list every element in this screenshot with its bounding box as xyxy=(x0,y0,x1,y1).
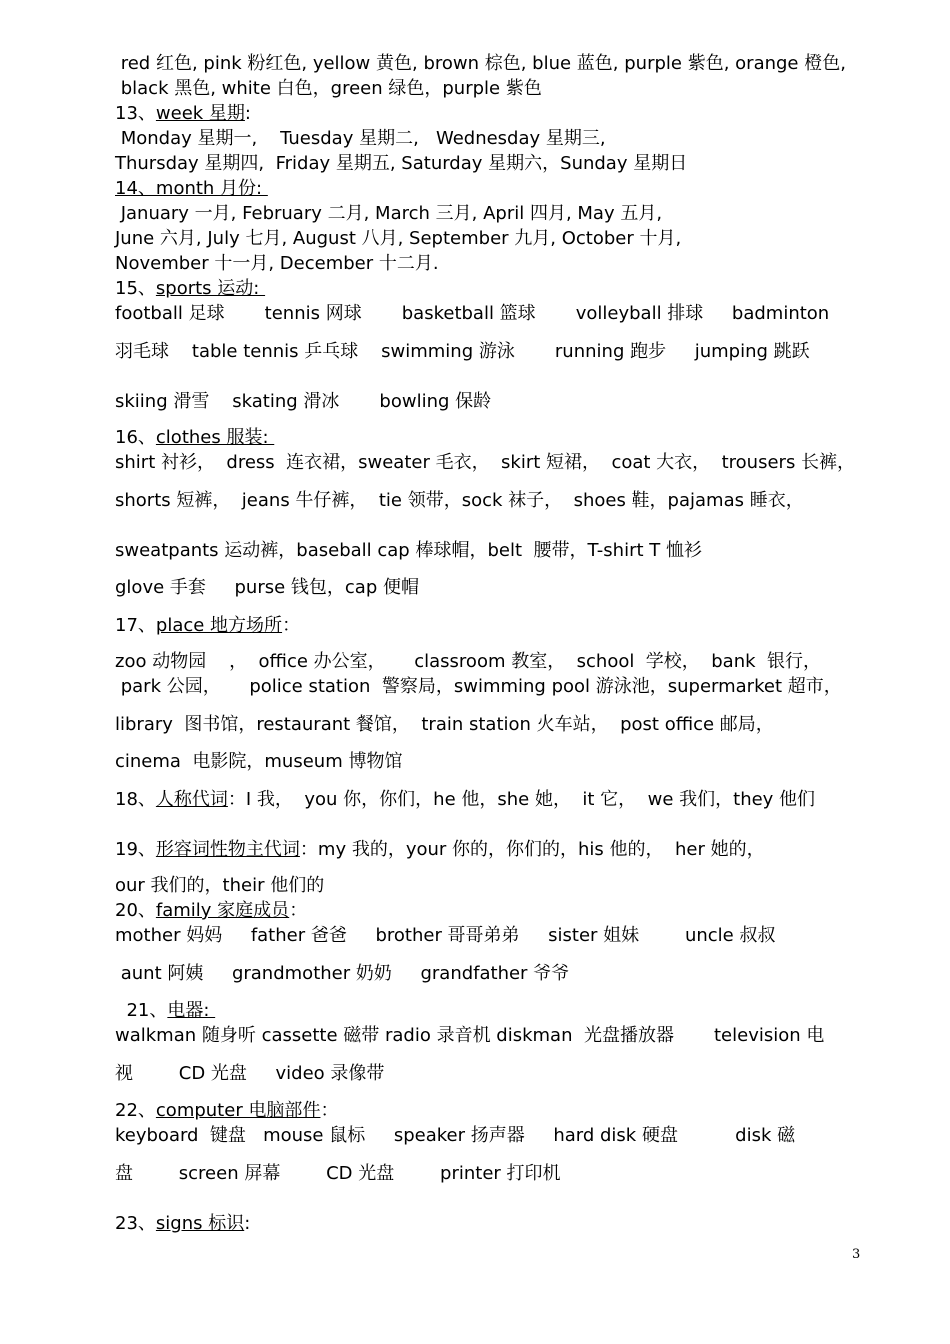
text-line xyxy=(115,153,905,175)
text-line xyxy=(115,128,905,150)
section-heading: 14、month 月份: xyxy=(115,178,268,199)
line-text: shirt 衬衫， dress 连衣裙，sweater 毛衣， skirt 短裙， coat 大衣， trousers 长裤， xyxy=(115,452,856,473)
section-number: 19、 xyxy=(115,839,156,860)
section-number: 21、 xyxy=(115,1000,168,1021)
text-line xyxy=(115,228,905,250)
line-text: ：my 我的，your 你的，你们的，his 他的， her 她的， xyxy=(299,839,765,860)
text-line xyxy=(115,577,905,599)
section-number: 17、 xyxy=(115,615,156,636)
line-text: mother 妈妈 father 爸爸 brother 哥哥弟弟 sister 姐妹 uncle 叔叔 xyxy=(115,925,776,946)
section-heading: 人称代词 xyxy=(155,789,228,810)
line-text: sweatpants 运动裤，baseball cap 棒球帽，belt 腰带，T-shirt T 恤衫 xyxy=(115,540,702,561)
line-text: red 红色, pink 粉红色, yellow 黄色, brown 棕色, blue 蓝色, purple 紫色, orange 橙色, xyxy=(115,53,846,74)
text-line xyxy=(115,303,905,325)
text-line xyxy=(115,1000,905,1022)
text-line xyxy=(115,789,905,811)
text-line xyxy=(115,839,905,861)
text-line xyxy=(115,900,905,922)
line-text: aunt 阿姨 grandmother 奶奶 grandfather 爷爷 xyxy=(115,963,570,984)
section-heading: 形容词性物主代词 xyxy=(155,839,300,860)
text-line xyxy=(115,427,905,449)
line-text: cinema 电影院，museum 博物馆 xyxy=(115,751,403,772)
line-text: football 足球 tennis 网球 basketball 篮球 volleyball 排球 badminton xyxy=(115,303,830,324)
text-line xyxy=(115,751,905,773)
section-number: 13、 xyxy=(115,103,156,124)
line-text: library 图书馆，restaurant 餐馆， train station 火车站， post office 邮局， xyxy=(115,714,774,735)
section-heading: clothes 服装: xyxy=(155,427,275,448)
section-number: 23、 xyxy=(115,1213,156,1234)
text-line xyxy=(115,391,905,413)
line-text: shorts 短裤， jeans 牛仔裤， tie 领带，sock 袜子， shoes 鞋，pajamas 睡衣， xyxy=(115,490,804,511)
line-text: walkman 随身听 cassette 磁带 radio 录音机 diskman 光盘播放器 television 电 xyxy=(115,1025,825,1046)
text-line xyxy=(115,676,905,698)
line-text: : xyxy=(244,103,251,124)
section-number: 15、 xyxy=(115,278,156,299)
line-text: keyboard 键盘 mouse 鼠标 speaker 扬声器 hard disk 硬盘 disk 磁 xyxy=(115,1125,796,1146)
text-line xyxy=(115,490,905,512)
text-line xyxy=(115,540,905,562)
section-heading: 电器: xyxy=(167,1000,216,1021)
section-heading: signs 标识 xyxy=(155,1213,245,1234)
section-heading: sports 运动: xyxy=(155,278,266,299)
text-line xyxy=(115,452,905,474)
line-text: 羽毛球 table tennis 乒乓球 swimming 游泳 running 跑步 jumping 跳跃 xyxy=(115,341,810,362)
text-line xyxy=(115,1125,905,1147)
text-line xyxy=(115,1213,905,1235)
section-number: 22、 xyxy=(115,1100,156,1121)
line-text: Thursday 星期四, Friday 星期五, Saturday 星期六，Sunday 星期日 xyxy=(115,153,688,174)
text-line xyxy=(115,278,905,300)
text-line xyxy=(115,1100,905,1122)
line-text: Monday 星期一, Tuesday 星期二, Wednesday 星期三, xyxy=(115,128,606,149)
line-text: : xyxy=(244,1213,251,1234)
line-text: zoo 动物园 ， office 办公室， classroom 教室， school 学校， bank 银行， xyxy=(115,651,821,672)
text-line xyxy=(115,103,905,125)
text-line xyxy=(115,341,905,363)
text-line xyxy=(115,203,905,225)
section-heading: week 星期 xyxy=(155,103,245,124)
line-text: November 十一月, December 十二月. xyxy=(115,253,439,274)
section-heading: computer 电脑部件 xyxy=(155,1100,321,1121)
line-text: ：I 我， you 你，你们，he 他，she 她， it 它， we 我们，they 他们 xyxy=(227,789,816,810)
text-line xyxy=(115,1025,905,1047)
text-line xyxy=(115,1163,905,1185)
line-text: our 我们的，their 他们的 xyxy=(115,875,325,896)
line-text: 盘 screen 屏幕 CD 光盘 printer 打印机 xyxy=(115,1163,561,1184)
text-line xyxy=(115,714,905,736)
text-line xyxy=(115,253,905,275)
section-number: 18、 xyxy=(115,789,156,810)
line-text: ： xyxy=(282,615,301,636)
line-text: glove 手套 purse 钱包，cap 便帽 xyxy=(115,577,419,598)
line-text: ： xyxy=(320,1100,339,1121)
section-number: 16、 xyxy=(115,427,156,448)
line-text: skiing 滑雪 skating 滑冰 bowling 保龄 xyxy=(115,391,492,412)
text-line xyxy=(115,615,905,637)
text-line xyxy=(115,1063,905,1085)
text-line xyxy=(115,78,905,100)
text-line xyxy=(115,178,905,200)
line-text: park 公园， police station 警察局，swimming pool 游泳池，supermarket 超市， xyxy=(115,676,842,697)
text-line xyxy=(115,925,905,947)
page-number: 3 xyxy=(852,1247,861,1262)
line-text: black 黑色, white 白色，green 绿色，purple 紫色 xyxy=(115,78,542,99)
section-heading: place 地方场所 xyxy=(155,615,283,636)
line-text: 视 CD 光盘 video 录像带 xyxy=(115,1063,385,1084)
text-line xyxy=(115,53,905,75)
section-heading: family 家庭成员 xyxy=(155,900,290,921)
line-text: June 六月, July 七月, August 八月, September 九月, October 十月, xyxy=(115,228,682,249)
line-text: ： xyxy=(289,900,308,921)
text-line xyxy=(115,963,905,985)
section-number: 20、 xyxy=(115,900,156,921)
text-line xyxy=(115,651,905,673)
text-line xyxy=(115,875,905,897)
line-text: January 一月, February 二月, March 三月, April 四月, May 五月, xyxy=(115,203,663,224)
